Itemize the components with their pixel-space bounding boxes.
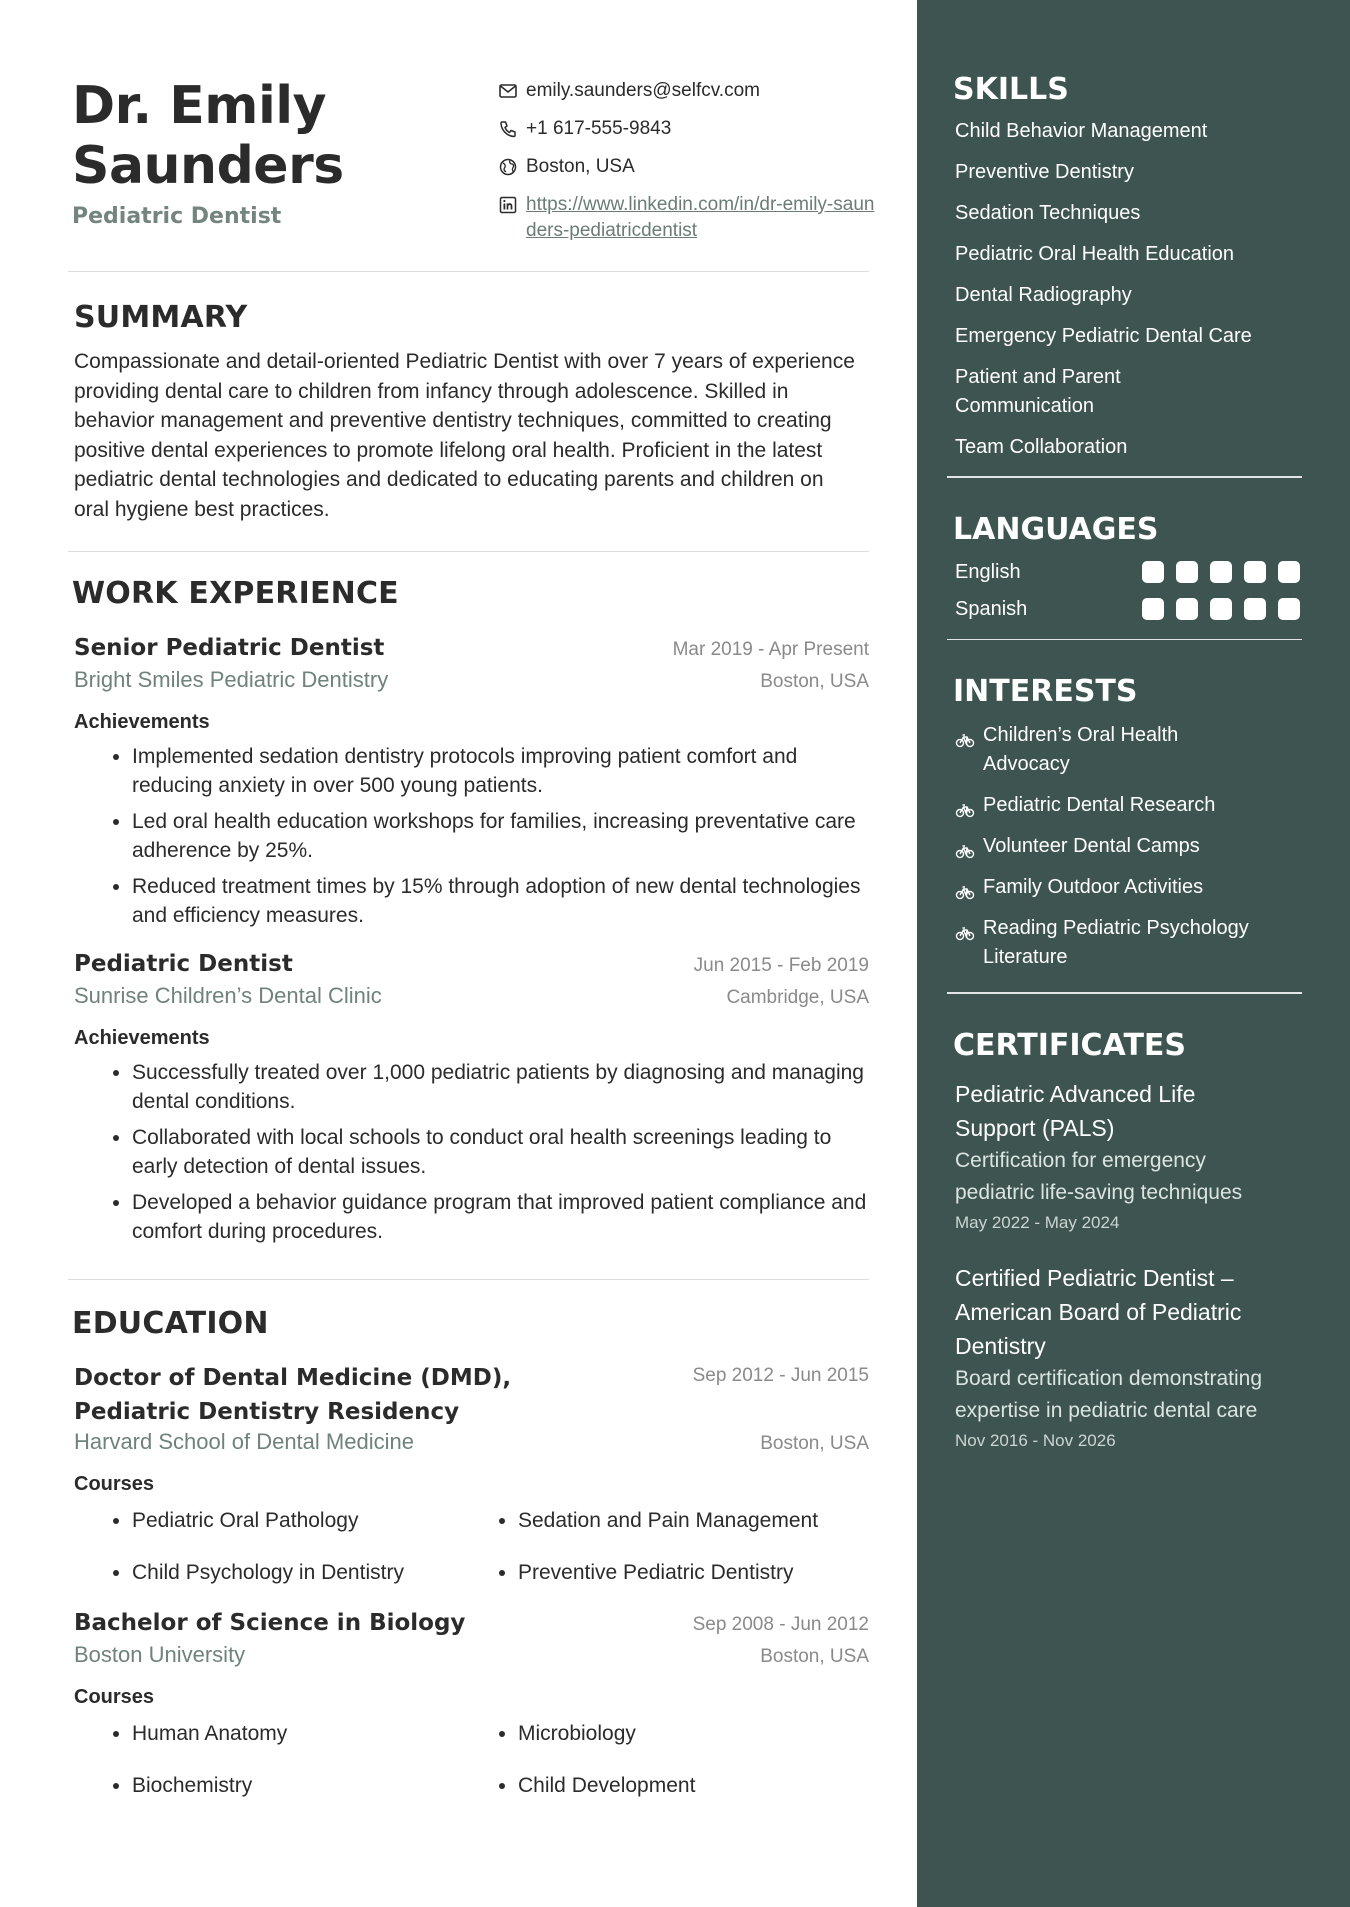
bicycle-icon bbox=[955, 881, 975, 901]
language-level bbox=[1142, 598, 1300, 620]
achievement-list bbox=[74, 1058, 869, 1247]
interests-section bbox=[949, 674, 1300, 994]
bicycle-icon bbox=[955, 729, 975, 749]
course-item: • Child Psychology in Dentistry bbox=[132, 1558, 518, 1587]
courses-label: Courses bbox=[74, 1685, 155, 1708]
certificate-description: Board certification demonstrating expertise in pediatric dental care bbox=[955, 1366, 1262, 1422]
skill-item: Dental Radiography bbox=[955, 284, 1132, 306]
languages-heading: LANGUAGES bbox=[953, 511, 1159, 547]
interest-item bbox=[949, 873, 1300, 902]
achievement-item: • Led oral health education workshops for families, increasing preventative care adherence by 25%. bbox=[132, 807, 869, 866]
section-divider bbox=[947, 476, 1302, 478]
course-item: • Microbiology bbox=[518, 1719, 869, 1748]
level-dot bbox=[1176, 598, 1198, 620]
course-list bbox=[74, 1506, 869, 1610]
certificate-entry bbox=[949, 1077, 1300, 1233]
contact-linkedin[interactable] bbox=[498, 192, 878, 244]
education-heading: EDUCATION bbox=[72, 1305, 269, 1341]
school-location: Boston, USA bbox=[760, 1432, 869, 1454]
summary-text: Compassionate and detail-oriented Pediatric Dentist with over 7 years of experience providing dental care to children from infancy through adolescence. Skilled in behavior management and preventive dentistry techniques, committed to creating positive dental experiences to promote lifelong oral health. Proficient in the latest pediatric dental technologies and dedicated to educating parents and children on oral hygiene best practices. bbox=[74, 350, 855, 521]
email-text: emily.saunders@selfcv.com bbox=[526, 80, 760, 101]
course-item: • Human Anatomy bbox=[132, 1719, 518, 1748]
course-item: • Biochemistry bbox=[132, 1771, 518, 1800]
candidate-name: Dr. Emily Saunders bbox=[72, 76, 344, 196]
certificate-title: Pediatric Advanced Life Support (PALS) bbox=[955, 1080, 1196, 1141]
job-role: Senior Pediatric Dentist bbox=[74, 634, 385, 661]
certificate-dates: Nov 2016 - Nov 2026 bbox=[955, 1430, 1116, 1450]
skill-item: Patient and Parent Communication bbox=[955, 366, 1121, 417]
skills-heading: SKILLS bbox=[953, 72, 1069, 107]
achievement-item: • Implemented sedation dentistry protocols improving patient comfort and reducing anxiety in over 500 young patients. bbox=[132, 742, 869, 801]
interest-text: Volunteer Dental Camps bbox=[983, 835, 1200, 857]
bicycle-icon bbox=[955, 840, 975, 860]
skill-item: Emergency Pediatric Dental Care bbox=[955, 325, 1252, 347]
language-row bbox=[949, 598, 1300, 621]
level-dot bbox=[1278, 561, 1300, 583]
certificate-description: Certification for emergency pediatric life-saving techniques bbox=[955, 1148, 1243, 1204]
certificates-heading: CERTIFICATES bbox=[953, 1027, 1187, 1063]
skill-item: Preventive Dentistry bbox=[955, 161, 1134, 183]
achievements-label: Achievements bbox=[74, 710, 210, 733]
linkedin-link[interactable]: https://www.linkedin.com/in/dr-emily-saunders-pediatricdentist bbox=[526, 194, 875, 241]
education-entry bbox=[68, 1361, 869, 1610]
level-dot bbox=[1244, 598, 1266, 620]
level-dot bbox=[1142, 598, 1164, 620]
bicycle-icon bbox=[955, 922, 975, 942]
school-location: Boston, USA bbox=[760, 1645, 869, 1667]
contact-phone[interactable] bbox=[498, 116, 878, 142]
language-row bbox=[949, 561, 1300, 584]
interest-text: Pediatric Dental Research bbox=[983, 794, 1216, 816]
certificates-section bbox=[949, 1028, 1300, 1451]
globe-icon bbox=[498, 157, 518, 177]
level-dot bbox=[1210, 561, 1232, 583]
level-dot bbox=[1210, 598, 1232, 620]
course-item: • Preventive Pediatric Dentistry bbox=[518, 1558, 869, 1587]
course-item: • Sedation and Pain Management bbox=[518, 1506, 869, 1535]
education-section bbox=[68, 1280, 869, 1823]
degree-name: Bachelor of Science in Biology bbox=[74, 1609, 466, 1636]
interest-text: Family Outdoor Activities bbox=[983, 876, 1204, 898]
course-item: • Pediatric Oral Pathology bbox=[132, 1506, 518, 1535]
school-name: Boston University bbox=[74, 1641, 246, 1667]
achievement-list bbox=[74, 742, 869, 931]
job-location: Boston, USA bbox=[760, 670, 869, 692]
candidate-title: Pediatric Dentist bbox=[72, 204, 282, 229]
level-dot bbox=[1142, 561, 1164, 583]
contact-block bbox=[498, 78, 878, 256]
course-list bbox=[74, 1719, 869, 1823]
education-dates: Sep 2008 - Jun 2012 bbox=[692, 1613, 869, 1635]
certificate-dates: May 2022 - May 2024 bbox=[955, 1212, 1120, 1232]
education-dates: Sep 2012 - Jun 2015 bbox=[692, 1364, 869, 1386]
resume-header bbox=[68, 0, 875, 272]
section-divider bbox=[947, 992, 1302, 994]
job-dates: Jun 2015 - Feb 2019 bbox=[693, 954, 869, 976]
school-name: Harvard School of Dental Medicine bbox=[74, 1428, 414, 1454]
certificate-entry bbox=[949, 1261, 1300, 1451]
job-entry bbox=[68, 951, 869, 1247]
job-role: Pediatric Dentist bbox=[74, 950, 293, 977]
degree-name: Doctor of Dental Medicine (DMD), Pediatric Dentistry Residency bbox=[74, 1364, 512, 1425]
interest-item bbox=[949, 791, 1300, 820]
experience-section bbox=[68, 552, 869, 1280]
interest-item bbox=[949, 721, 1300, 779]
skill-item: Child Behavior Management bbox=[955, 120, 1208, 142]
skills-section bbox=[949, 72, 1300, 478]
course-item: • Child Development bbox=[518, 1771, 869, 1800]
skill-item: Sedation Techniques bbox=[955, 202, 1141, 224]
level-dot bbox=[1278, 598, 1300, 620]
phone-icon bbox=[498, 119, 518, 139]
courses-label: Courses bbox=[74, 1472, 155, 1495]
achievement-item: • Reduced treatment times by 15% through adoption of new dental technologies and efficiency measures. bbox=[132, 872, 869, 931]
job-dates: Mar 2019 - Apr Present bbox=[672, 638, 869, 660]
interest-item bbox=[949, 914, 1300, 972]
achievements-label: Achievements bbox=[74, 1026, 210, 1049]
phone-text: +1 617-555-9843 bbox=[526, 118, 672, 139]
summary-section bbox=[68, 272, 869, 552]
job-location: Cambridge, USA bbox=[726, 986, 869, 1008]
summary-heading: SUMMARY bbox=[74, 300, 248, 335]
certificate-title: Certified Pediatric Dentist – American Board of Pediatric Dentistry bbox=[955, 1264, 1242, 1359]
experience-heading: WORK EXPERIENCE bbox=[72, 575, 399, 611]
level-dot bbox=[1176, 561, 1198, 583]
bicycle-icon bbox=[955, 799, 975, 819]
job-entry bbox=[68, 635, 869, 931]
achievement-item: • Developed a behavior guidance program that improved patient compliance and comfort during procedures. bbox=[132, 1188, 869, 1247]
skill-item: Team Collaboration bbox=[955, 436, 1128, 458]
interest-item bbox=[949, 832, 1300, 861]
skills-list bbox=[949, 117, 1300, 462]
envelope-icon bbox=[498, 81, 518, 101]
language-name: Spanish bbox=[955, 597, 1028, 620]
interest-text: Reading Pediatric Psychology Literature bbox=[983, 917, 1249, 968]
language-level bbox=[1142, 561, 1300, 583]
achievement-item: • Successfully treated over 1,000 pediatric patients by diagnosing and managing dental conditions. bbox=[132, 1058, 869, 1117]
contact-location bbox=[498, 154, 878, 180]
interest-text: Children’s Oral Health Advocacy bbox=[983, 724, 1179, 775]
achievement-item: • Collaborated with local schools to conduct oral health screenings leading to early detection of dental issues. bbox=[132, 1123, 869, 1182]
skill-item: Pediatric Oral Health Education bbox=[955, 243, 1235, 265]
language-name: English bbox=[955, 560, 1021, 583]
contact-email[interactable] bbox=[498, 78, 878, 104]
level-dot bbox=[1244, 561, 1266, 583]
job-employer: Sunrise Children’s Dental Clinic bbox=[74, 982, 382, 1008]
interests-heading: INTERESTS bbox=[953, 674, 1138, 709]
location-text: Boston, USA bbox=[526, 156, 635, 177]
languages-section bbox=[949, 512, 1300, 641]
section-divider bbox=[947, 639, 1302, 641]
job-employer: Bright Smiles Pediatric Dentistry bbox=[74, 666, 389, 692]
sidebar bbox=[917, 0, 1350, 1907]
education-entry bbox=[68, 1610, 869, 1823]
linkedin-icon bbox=[498, 195, 518, 215]
